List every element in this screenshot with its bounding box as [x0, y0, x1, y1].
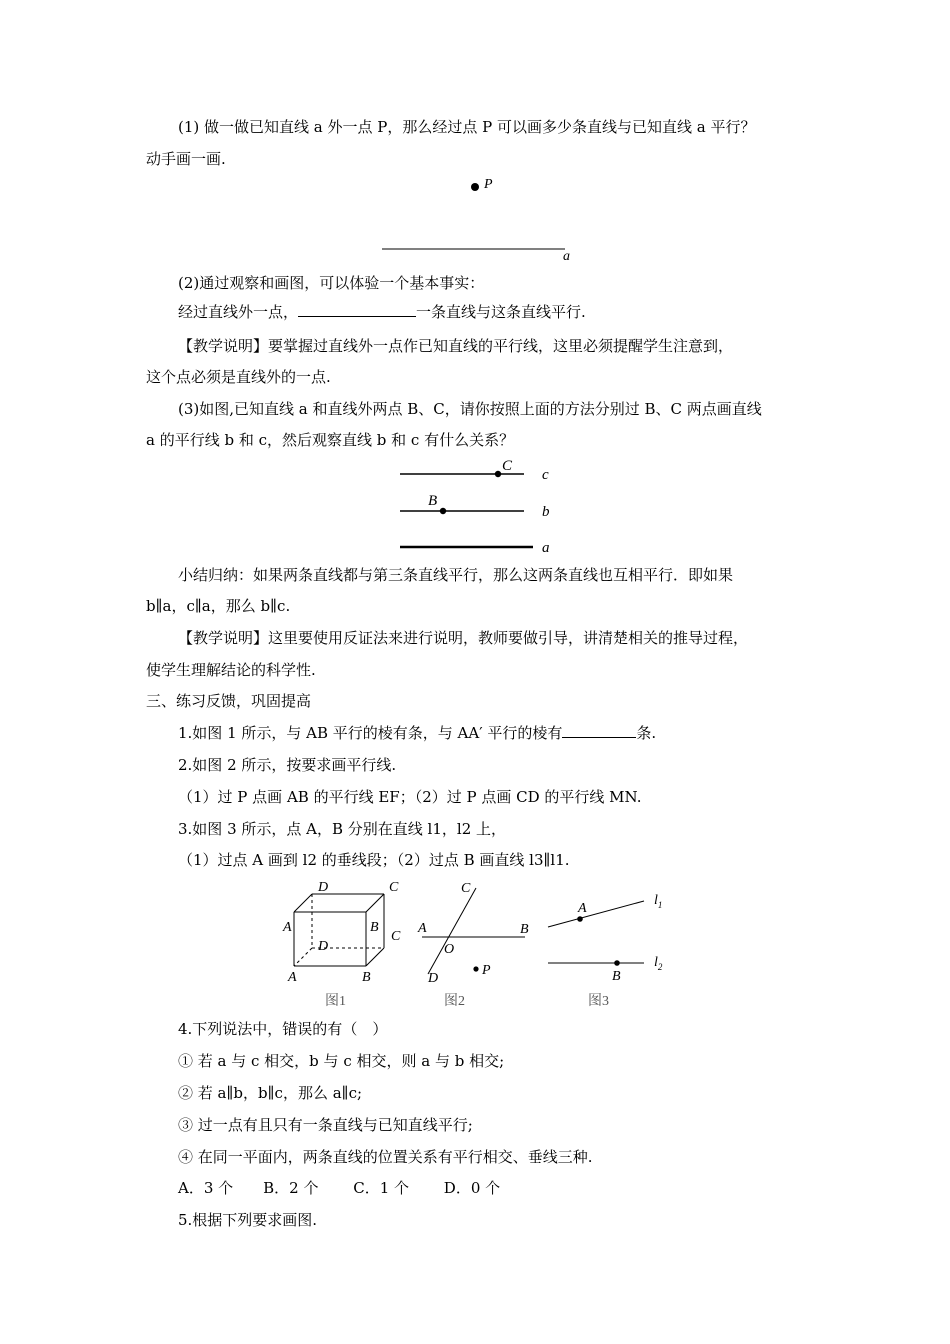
- note-2-line-1: 【教学说明】这里要使用反证法来进行说明，教师要做引导，讲清楚相关的推导过程，: [178, 629, 749, 647]
- q1-line-2: 动手画一画.: [146, 150, 226, 168]
- figure-3: [540, 874, 680, 1014]
- figure-2-caption: 图2: [444, 994, 465, 1009]
- note-2-line-2: 使学生理解结论的科学性.: [146, 661, 316, 679]
- problem-2: 2.如图 2 所示，按要求画平行线.: [178, 756, 397, 774]
- problem-1: [178, 723, 656, 743]
- label-line-c: c: [542, 467, 549, 483]
- fig2-label-c: C: [461, 881, 471, 896]
- problem-1-text-end: 条.: [636, 724, 657, 742]
- problem-2-tasks: （1）过 P 点画 AB 的平行线 EF；（2）过 P 点画 CD 的平行线 MN.: [178, 788, 642, 806]
- q2-text-post: 一条直线与这条直线平行.: [416, 303, 586, 321]
- label-point-c: C: [502, 458, 513, 474]
- fig1-label-d-mid: D: [318, 939, 329, 954]
- note-1-line-2: 这个点必须是直线外的一点.: [146, 368, 331, 386]
- problem-4-statement-4: ④ 在同一平面内，两条直线的位置关系有平行相交、垂线三种.: [178, 1148, 593, 1166]
- q3-line-1: (3)如图,已知直线 a 和直线外两点 B、C，请你按照上面的方法分别过 B、C 两点画直线: [178, 400, 762, 418]
- problem-3-tasks: （1）过点 A 画到 l2 的垂线段；（2）过点 B 画直线 l3∥l1.: [178, 851, 570, 869]
- fig1-label-b-mid: B: [370, 920, 379, 935]
- fig1-label-d-top: D: [318, 880, 329, 895]
- q2-answer-blank[interactable]: [298, 302, 416, 317]
- fig2-label-d: D: [428, 971, 439, 986]
- q2-line-2: [178, 302, 586, 322]
- fig2-label-a: A: [418, 921, 427, 936]
- label-p: P: [484, 177, 493, 192]
- fig1-label-a-bot: A: [288, 970, 297, 985]
- label-line-b: b: [542, 504, 550, 520]
- q1-line-1: (1) 做一做已知直线 a 外一点 P，那么经过点 P 可以画多少条直线与已知直线 a 平行？: [178, 118, 756, 136]
- fig2-label-o: O: [444, 942, 455, 957]
- summary-line-2: b∥a，c∥a，那么 b∥c.: [146, 597, 291, 615]
- problem-5: 5.根据下列要求画图.: [178, 1211, 318, 1229]
- problem-4-options: A．3 个 B．2 个 C．1 个 D．0 个: [178, 1179, 501, 1197]
- figure-3-caption: 图3: [588, 994, 609, 1009]
- q2-line-1: (2)通过观察和画图，可以体验一个基本事实：: [178, 274, 485, 292]
- problem-4-statement-1: ① 若 a 与 c 相交，b 与 c 相交，则 a 与 b 相交;: [178, 1052, 505, 1070]
- section-3-heading: 三、练习反馈，巩固提高: [146, 692, 312, 710]
- point-line-figure: [370, 170, 590, 265]
- fig1-label-c-mid: C: [391, 929, 401, 944]
- fig1-label-c-top: C: [389, 880, 399, 895]
- note-1-line-1: 【教学说明】要掌握过直线外一点作已知直线的平行线，这里必须提醒学生注意到，: [178, 337, 734, 355]
- q3-line-2: a 的平行线 b 和 c，然后观察直线 b 和 c 有什么关系？: [146, 431, 515, 449]
- fig3-label-a: A: [578, 901, 587, 916]
- figure-2: [410, 874, 540, 1014]
- fig1-label-b-bot: B: [362, 970, 371, 985]
- problem-4-statement-3: ③ 过一点有且只有一条直线与已知直线平行;: [178, 1116, 473, 1134]
- figure-1-cube: [280, 874, 410, 1014]
- q2-text-pre: 经过直线外一点，: [178, 303, 299, 321]
- problem-3: 3.如图 3 所示，点 A，B 分别在直线 l1，l2 上，: [178, 820, 507, 838]
- fig3-label-l1: $l_1$: [654, 893, 663, 910]
- point-b: [440, 508, 446, 514]
- three-lines-figure: [390, 455, 570, 555]
- fig1-label-a-mid: A: [283, 920, 292, 935]
- problem-4: 4.下列说法中，错误的有（ ）: [178, 1020, 388, 1038]
- label-line-a: a: [542, 540, 550, 556]
- problem-1-text: 1.如图 1 所示，与 AB 平行的棱有条，与 AA′ 平行的棱有: [178, 724, 563, 742]
- problem-4-statement-2: ② 若 a∥b，b∥c，那么 a∥c;: [178, 1084, 363, 1102]
- summary-line-1: 小结归纳：如果两条直线都与第三条直线平行，那么这两条直线也互相平行．即如果: [178, 566, 734, 584]
- fig2-label-p: P: [482, 963, 491, 978]
- label-a: a: [563, 249, 570, 264]
- figure-1-caption: 图1: [325, 994, 346, 1009]
- point-p: [471, 183, 479, 191]
- fig3-label-l2: $l_2$: [654, 955, 663, 972]
- fig2-label-b: B: [520, 922, 529, 937]
- fig3-label-b: B: [612, 969, 621, 984]
- label-point-b: B: [428, 493, 438, 509]
- point-c: [495, 471, 501, 477]
- problem-1-answer-blank[interactable]: [562, 723, 636, 738]
